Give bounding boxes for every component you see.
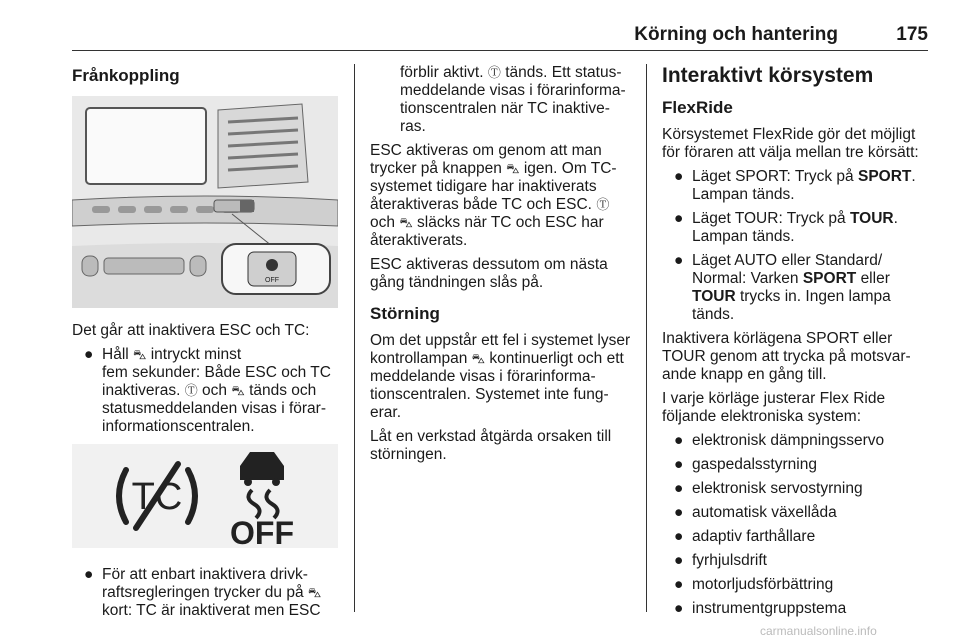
dashboard-illustration [72,96,338,308]
esc-off-icon: ⛍ [399,215,413,230]
heading-frankoppling: Frånkoppling [72,66,180,85]
paragraph-fault: Om det uppstår ett fel i systemet lyser kontrollampan ⛍ kontinuerligt och ett meddelande visas i förarinforma-tionscentralen. Systemet inte fung-erar. [370,332,631,421]
paragraph-ignition: ESC aktiveras dessutom om nästa gång tändningen slås på. [370,256,608,291]
subheading-flexride: FlexRide [662,98,733,117]
column-divider [354,64,355,612]
paragraph-deactivate-modes: Inaktivera körlägena SPORT eller TOUR genom att trycka på motsvar-ande knapp en gång till. [662,330,911,383]
intro-text: Det går att inaktivera ESC och TC: [72,322,310,339]
mode-tour: ● Läget TOUR: Tryck på TOUR. Lampan tänds. [674,210,898,245]
mode-sport: ● Läget SPORT: Tryck på SPORT. Lampan tänds. [674,168,916,203]
list-item: ● adaptiv farthållare [674,528,816,545]
paragraph-workshop: Låt en verkstad åtgärda orsaken till störningen. [370,428,612,463]
heading-storning: Störning [370,304,440,323]
tc-off-icon: Ⓣ [184,383,198,398]
esc-warning-icon: ⛍ [471,351,486,366]
paragraph-flexride-intro: Körsystemet FlexRide gör det möjligt för föraren att välja mellan tre körsätt: [662,126,919,161]
list-item: ● motorljudsförbättring [674,576,834,593]
svg-text:OFF: OFF [265,277,279,284]
page-header [72,0,928,51]
bullet-hold-button: ● Håll ⛍ intryckt minst fem sekunder: Både ESC och TC inaktiveras. Ⓣ och ⛍ tänds och statusmeddelanden visas i förar-informationscentralen. [84,346,331,435]
column-2 [370,56,632,470]
column-1 [72,56,338,626]
esc-off-icon: ⛍ [231,383,245,398]
systems-list [662,432,930,618]
paragraph-systems-intro: I varje körläge justerar Flex Ride följande elektroniska system: [662,390,886,425]
tc-esc-symbols-figure [72,444,338,548]
list-item: ● automatisk växellåda [674,504,837,521]
watermark: carmanualsonline.info [760,624,877,638]
list-item: ● instrumentgruppstema [674,600,847,617]
page-number: 175 [896,24,928,45]
esc-off-icon: ⛍ [307,585,322,600]
paragraph-reactivate: ESC aktiveras om genom att man trycker på knappen ⛍ igen. Om TC-systemet tidigare har inaktiverats återaktiveras både TC och ESC. Ⓣ och ⛍ släcks när TC och ESC har återaktiverats. [370,142,617,249]
continued-bullet: förblir aktivt. Ⓣ tänds. Ett status-meddelande visas i förarinforma-tionscentralen när TC inaktive-ras. [400,64,626,135]
esc-off-icon: ⛍ [506,161,520,176]
list-item: ● elektronisk servostyrning [674,480,863,497]
list-item: ● fyrhjulsdrift [674,552,767,569]
tc-off-icon: Ⓣ [487,65,501,80]
dashboard-drawing [72,96,338,308]
section-title: Körning och hantering [634,24,838,45]
column-divider [646,64,647,612]
bullet-tc-only: ● För att enbart inaktivera drivk-raftsregleringen trycker du på ⛍ kort: TC är inaktiverat men ESC [84,566,322,619]
off-label: OFF [230,515,294,548]
warning-symbols [72,444,338,548]
column-3 [662,56,930,624]
list-item: ● gaspedalsstyrning [674,456,817,473]
mode-auto: ● Läget AUTO eller Standard/ Normal: Varken SPORT eller TOUR trycks in. Ingen lampa tänds. [674,252,891,323]
tc-label: TC [131,476,183,518]
heading-interaktivt: Interaktivt körsystem [662,64,874,87]
list-item: ● elektronisk dämpningsservo [674,432,885,449]
esc-off-icon: ⛍ [133,347,147,362]
tc-off-icon: Ⓣ [596,197,610,212]
